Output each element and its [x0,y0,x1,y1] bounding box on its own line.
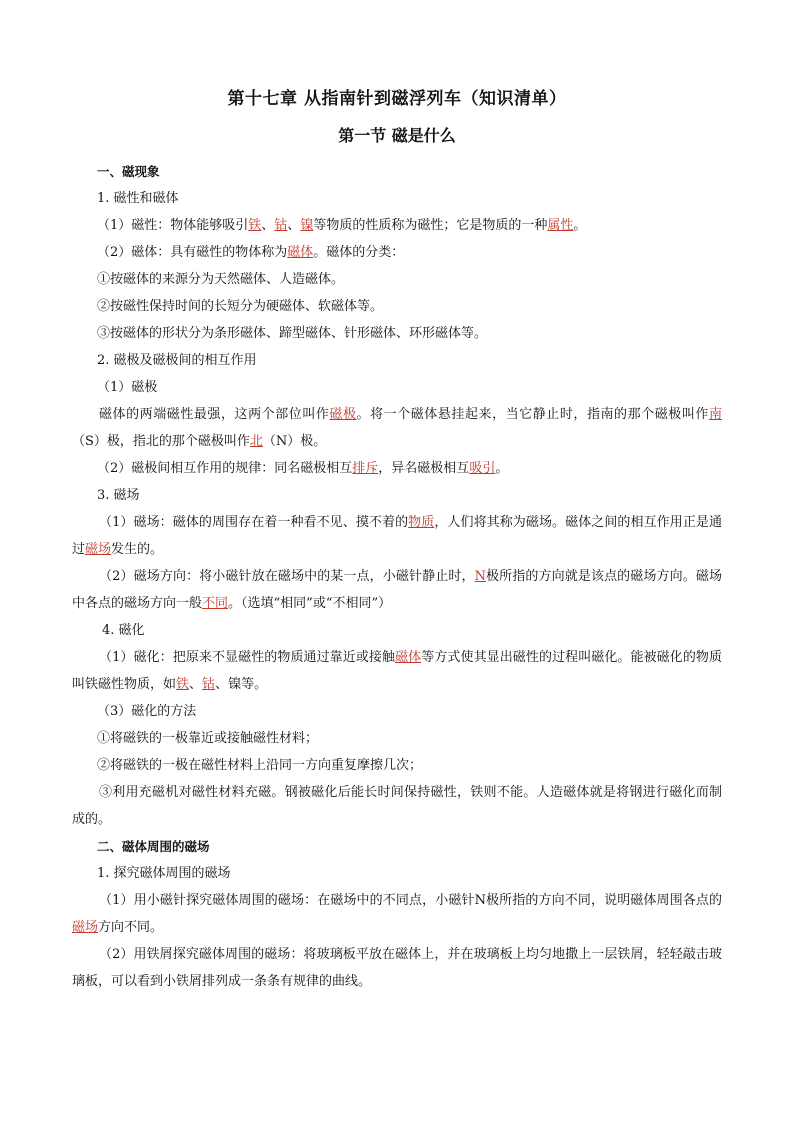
line-text: （2）磁场方向：将小磁针放在磁场中的某一点，小磁针静止时， [99,569,475,584]
answer-text: 属性 [547,218,574,233]
text-line [72,941,722,995]
line-text: （1）磁极 [97,380,158,395]
section-title: 第一节 磁是什么 [338,126,456,145]
answer-text: 钴 [274,218,288,233]
line-text: 。（选填“相同”或“不相同”） [228,596,392,611]
line-text: （2）磁极间相互作用的规律：同名磁极相互 [97,461,353,476]
line-text: 。 [573,218,587,233]
line-text: 。将一个磁体悬挂起来，当它静止时，指南的那个磁极叫作 [356,407,709,422]
line-text: 磁体的两端磁性最强，这两个部位叫作 [99,407,330,422]
text-line [72,455,722,482]
line-text: 极所指的方向就是该点的磁场方向。磁场中各点的磁场方向一般 [72,569,722,611]
text-line [72,401,722,455]
answer-text: 物质 [408,515,435,530]
line-text: （2）用铁屑探究磁体周围的磁场：将玻璃板平放在磁体上，并在玻璃板上均匀地撒上一层铁屑，轻轻敲击玻璃板，可以看到小铁屑排列成一条条有规律的曲线。 [72,947,722,989]
line-text: 等物质的性质称为磁性；它是物质的一种 [313,218,548,233]
document-body [72,158,722,995]
section-heading [72,158,722,185]
line-text: （1）磁化：把原来不显磁性的物质通过靠近或接触 [99,650,396,665]
line-text: （1）磁性：物体能够吸引 [97,218,249,233]
line-text: ③按磁体的形状分为条形磁体、蹄型磁体、针形磁体、环形磁体等。 [97,326,488,341]
line-text: ，异名磁极相互 [378,461,470,476]
text-line [72,860,722,887]
answer-text: 北 [249,434,263,449]
text-line [72,347,722,374]
line-text: （1）用小磁针探究磁体周围的磁场：在磁场中的不同点，小磁针N极所指的方向不同，说明磁体周围各点的 [99,893,722,908]
answer-text: 镍 [300,218,314,233]
line-text: ②将磁铁的一极在磁性材料上沿同一方向重复摩擦几次； [97,758,423,773]
answer-text: 磁体 [287,245,314,260]
line-text: （1）磁场：磁体的周围存在着一种看不见、摸不着的 [99,515,409,530]
answer-text: 磁极 [329,407,357,422]
answer-text: 磁场 [72,920,99,935]
answer-text: 南 [708,407,722,422]
line-text: ，人们将其称为磁场。磁体之间的相互作用正是通过 [72,515,722,557]
text-line [72,482,722,509]
text-line [72,752,722,779]
text-line [72,293,722,320]
line-text: 4. 磁化 [102,623,145,638]
line-text: 一、磁现象 [97,164,160,179]
answer-text: 磁体 [395,650,422,665]
line-text: （3）磁化的方法 [97,704,197,719]
line-text: ①按磁体的来源分为天然磁体、人造磁体。 [97,272,345,287]
answer-text: 钴 [202,677,216,692]
text-line [72,320,722,347]
line-text: ③利用充磁机对磁性材料充磁。钢被磁化后能长时间保持磁性，铁则不能。人造磁体就是将钢进行磁化而制成的。 [72,785,722,827]
text-line [72,617,722,644]
text-line [72,644,722,698]
line-text: 。磁体的分类： [313,245,405,260]
line-text: ①将磁铁的一极靠近或接触磁性材料； [97,731,319,746]
line-text: 等方式使其显出磁性的过程叫磁化。能被磁化的物质叫铁磁性物质，如 [72,650,722,692]
section-heading [72,833,722,860]
line-text: 方向不同。 [98,920,164,935]
line-text: （S）极，指北的那个磁极叫作 [72,434,250,449]
text-line [72,239,722,266]
text-line [72,212,722,239]
line-text: （N）极。 [262,434,327,449]
answer-text: 不同 [202,596,229,611]
text-line [72,698,722,725]
line-text: 1. 探究磁体周围的磁场 [97,866,231,881]
line-text: 、 [189,677,203,692]
answer-text: 排斥 [352,461,379,476]
line-text: 3. 磁场 [97,488,140,503]
text-line [72,779,722,833]
answer-text: 铁 [176,677,190,692]
answer-text: 吸引 [469,461,496,476]
line-text: 、 [261,218,275,233]
answer-text: 磁场 [85,542,112,557]
line-text: 1. 磁性和磁体 [97,191,179,206]
text-line [72,509,722,563]
chapter-title: 第十七章 从指南针到磁浮列车（知识清单） [227,89,567,109]
line-text: 。 [495,461,509,476]
text-line [72,266,722,293]
text-line [72,374,722,401]
answer-text: 铁 [248,218,262,233]
line-text: 发生的。 [111,542,164,557]
line-text: 二、磁体周围的磁场 [97,839,210,854]
text-line [72,185,722,212]
text-line [72,887,722,941]
line-text: 2. 磁极及磁极间的相互作用 [97,353,257,368]
line-text: ②按磁性保持时间的长短分为硬磁体、软磁体等。 [97,299,384,314]
text-line [72,563,722,617]
line-text: （2）磁体：具有磁性的物体称为 [97,245,288,260]
line-text: 、镍等。 [215,677,268,692]
text-line [72,725,722,752]
line-text: 、 [287,218,301,233]
answer-text: N [474,569,486,584]
